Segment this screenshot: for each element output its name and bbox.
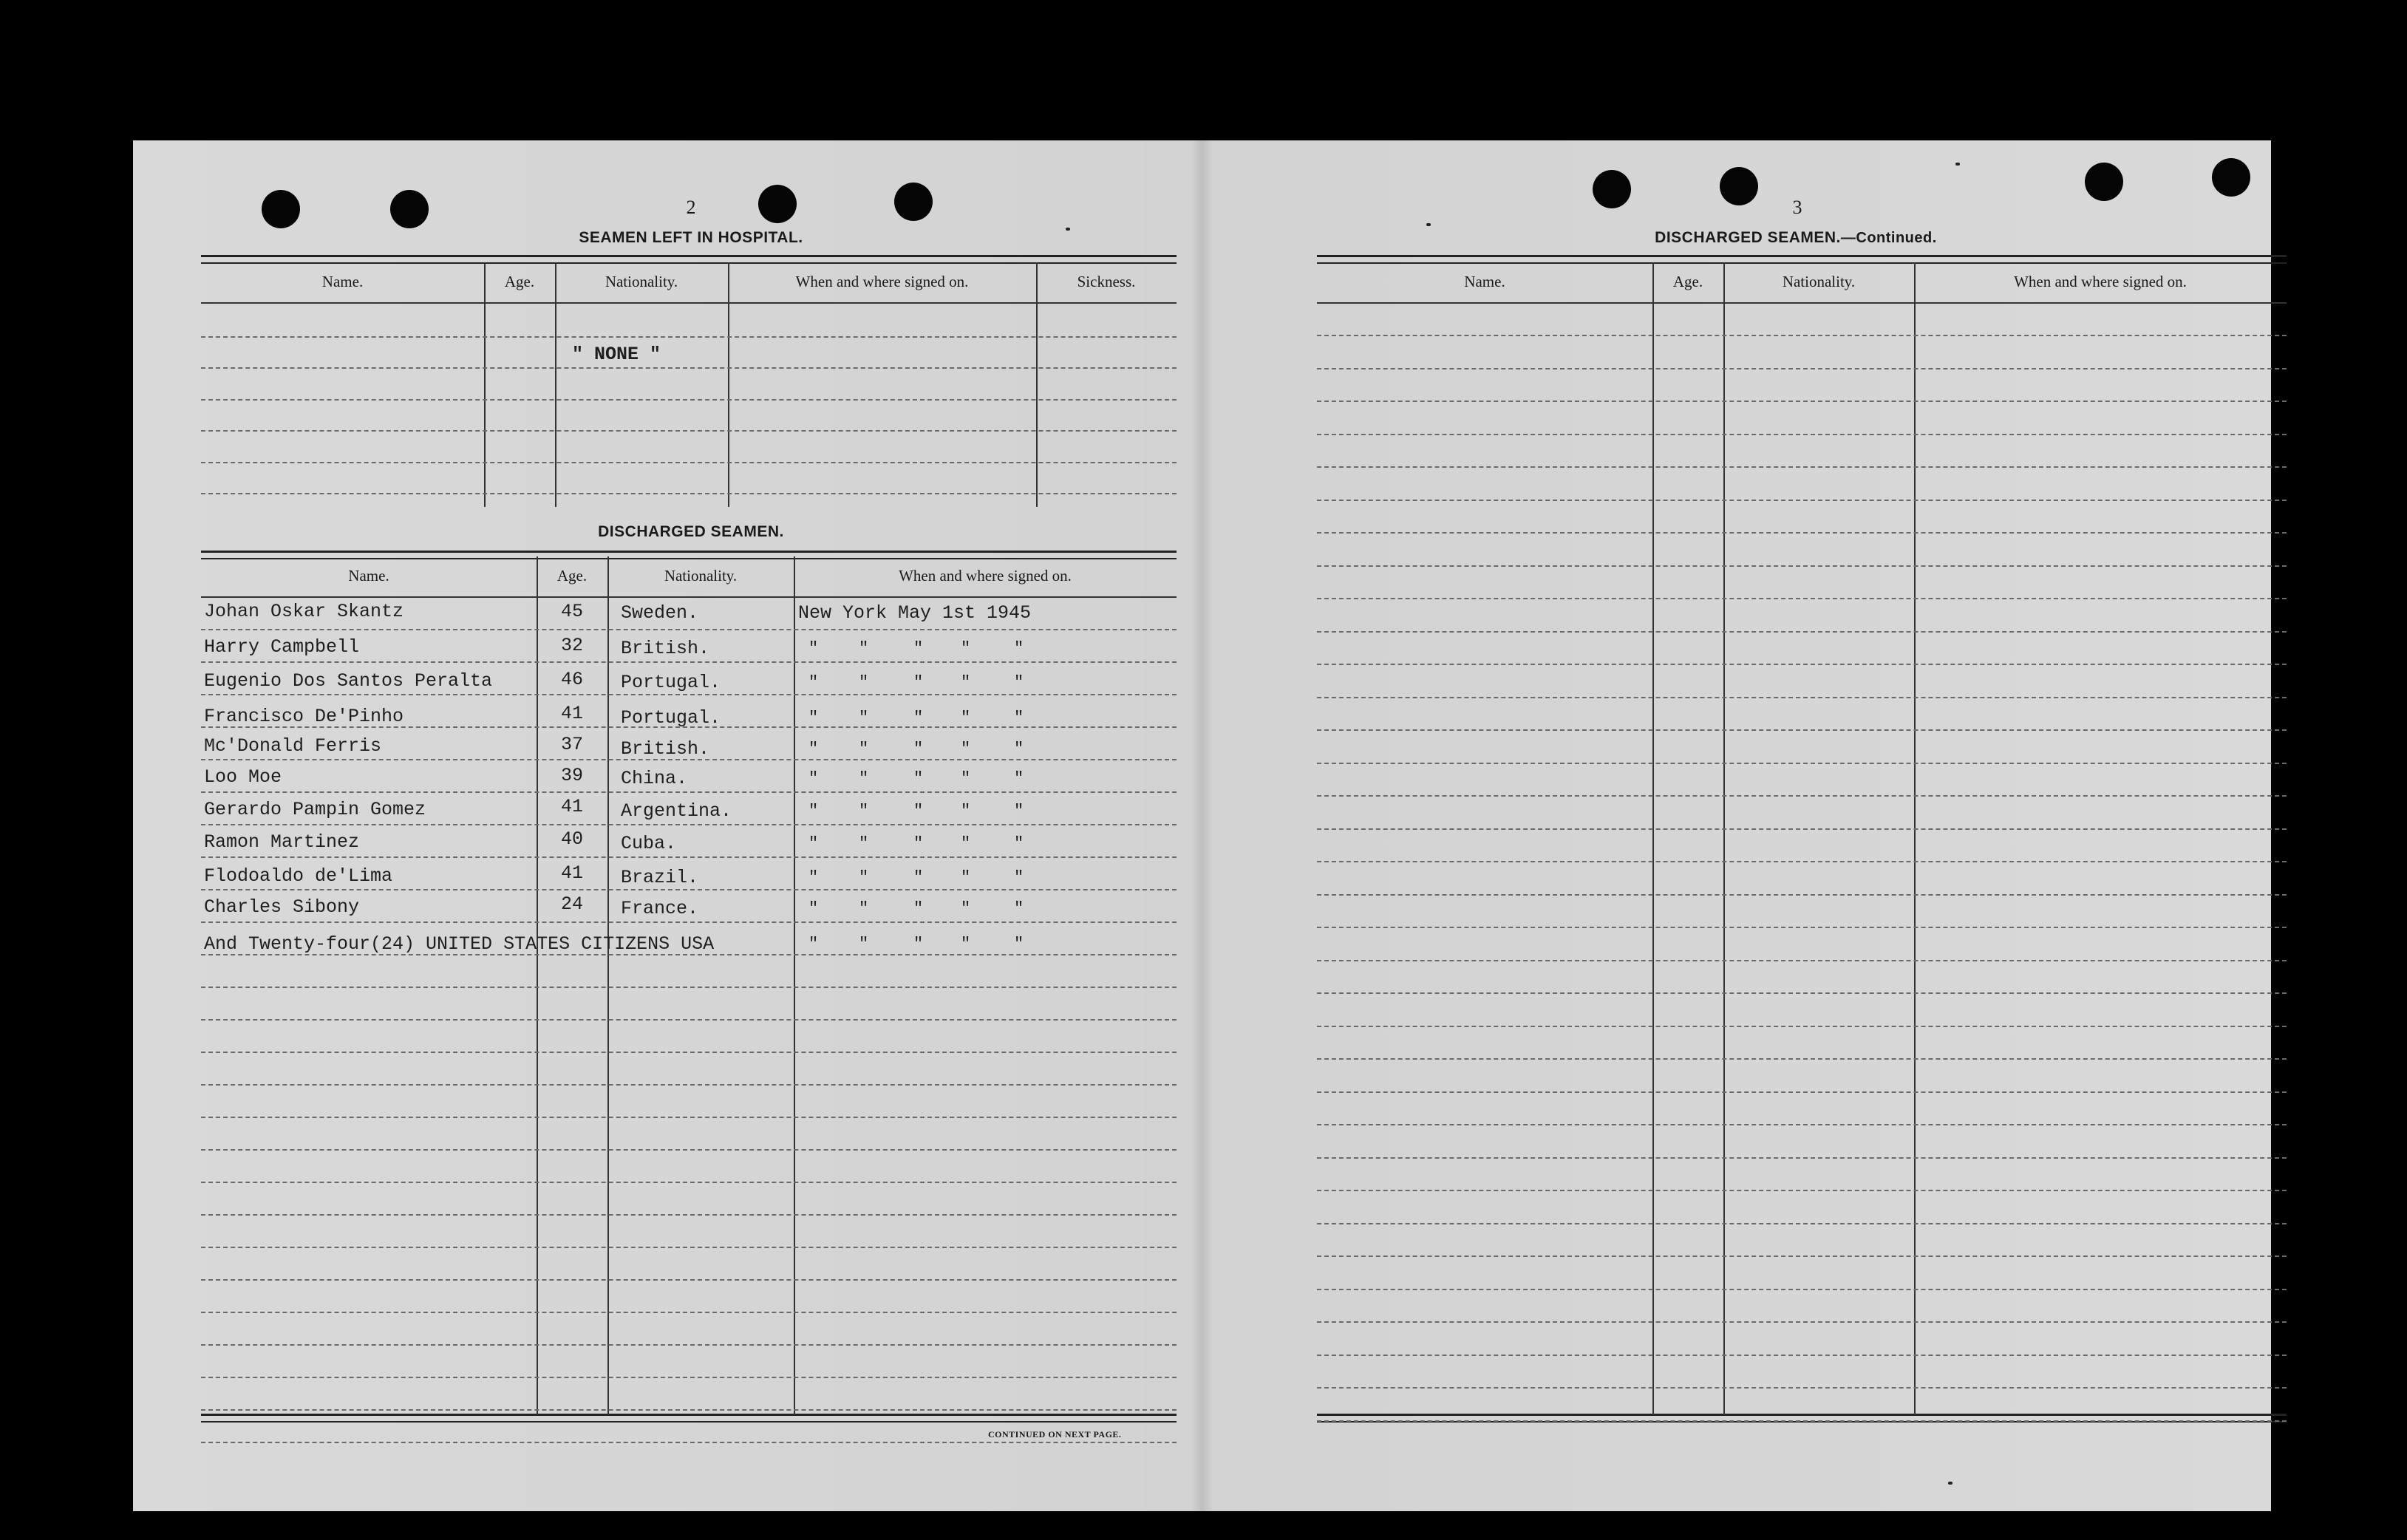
ledger-sheet bbox=[133, 140, 2271, 1511]
seaman-name: Francisco De'Pinho bbox=[204, 706, 404, 727]
ditto-mark: " bbox=[808, 802, 819, 820]
row-line bbox=[201, 1377, 1177, 1378]
ditto-mark: " bbox=[859, 639, 869, 658]
punch-hole bbox=[758, 185, 797, 223]
row-line bbox=[201, 824, 1177, 825]
column-divider bbox=[1036, 262, 1038, 507]
seaman-nationality: Portugal. bbox=[621, 672, 721, 693]
table-top-rule bbox=[201, 551, 1177, 559]
column-divider bbox=[484, 262, 486, 507]
ditto-mark: " bbox=[961, 639, 971, 658]
ditto-mark: " bbox=[859, 769, 869, 788]
column-header-signed-on: When and where signed on. bbox=[2014, 273, 2187, 290]
row-line bbox=[201, 1019, 1177, 1021]
row-line bbox=[1317, 631, 2287, 633]
ditto-mark: " bbox=[913, 673, 924, 692]
ditto-mark: " bbox=[859, 673, 869, 692]
row-line bbox=[1317, 927, 2287, 928]
row-line bbox=[1317, 565, 2287, 567]
table-top-rule bbox=[1317, 255, 2287, 264]
discharged-table bbox=[201, 551, 1177, 1423]
column-divider bbox=[607, 556, 609, 1415]
ditto-mark: " bbox=[913, 802, 924, 820]
ditto-mark: " bbox=[913, 740, 924, 758]
row-line bbox=[1317, 1420, 2287, 1422]
column-divider bbox=[794, 556, 795, 1415]
row-line bbox=[201, 336, 1177, 338]
row-line bbox=[1317, 861, 2287, 862]
column-header-name: Name. bbox=[1464, 273, 1505, 290]
seaman-name: Eugenio Dos Santos Peralta bbox=[204, 670, 493, 692]
seaman-age: 46 bbox=[560, 669, 583, 690]
row-line bbox=[1317, 598, 2287, 599]
continued-section-title bbox=[1589, 229, 2003, 247]
ditto-mark: " bbox=[1014, 639, 1024, 658]
row-line bbox=[1317, 1091, 2287, 1093]
row-line bbox=[1317, 368, 2287, 369]
ditto-mark: " bbox=[961, 868, 971, 887]
ditto-mark: " bbox=[1014, 769, 1024, 788]
paper-speck bbox=[1426, 223, 1431, 226]
ditto-mark: " bbox=[961, 802, 971, 820]
column-header-signed-on: When and where signed on. bbox=[899, 567, 1072, 585]
punch-hole bbox=[390, 190, 429, 228]
column-header-name: Name. bbox=[348, 567, 389, 585]
discharged-continued-table bbox=[1317, 255, 2287, 1423]
row-line bbox=[1317, 1387, 2287, 1389]
seaman-age: 39 bbox=[560, 765, 583, 786]
seaman-name: Loo Moe bbox=[204, 766, 282, 788]
punch-hole bbox=[2085, 163, 2123, 201]
seaman-name: Johan Oskar Skantz bbox=[204, 601, 404, 622]
paper-speck bbox=[1066, 228, 1070, 231]
row-line bbox=[201, 1084, 1177, 1086]
row-line bbox=[201, 430, 1177, 432]
ditto-mark: " bbox=[859, 740, 869, 758]
ditto-mark: " bbox=[808, 935, 819, 953]
row-line bbox=[1317, 992, 2287, 994]
ditto-mark: " bbox=[913, 935, 924, 953]
seaman-name: Flodoaldo de'Lima bbox=[204, 865, 393, 887]
row-line bbox=[201, 629, 1177, 630]
ditto-mark: " bbox=[961, 935, 971, 953]
ditto-mark: " bbox=[913, 834, 924, 853]
ditto-mark: " bbox=[808, 740, 819, 758]
ditto-mark: " bbox=[961, 769, 971, 788]
ditto-mark: " bbox=[859, 802, 869, 820]
ditto-mark: " bbox=[1014, 802, 1024, 820]
punch-hole bbox=[2212, 158, 2250, 197]
ditto-mark: " bbox=[1014, 834, 1024, 853]
row-line bbox=[201, 1052, 1177, 1053]
seaman-name: Gerardo Pampin Gomez bbox=[204, 799, 426, 820]
seaman-age: 41 bbox=[560, 862, 583, 884]
summary-line: And Twenty-four(24) UNITED STATES CITIZENS USA bbox=[204, 933, 715, 955]
ditto-mark: " bbox=[1014, 709, 1024, 727]
column-divider bbox=[555, 262, 556, 507]
ditto-mark: " bbox=[808, 673, 819, 692]
seaman-age: 41 bbox=[560, 703, 583, 724]
ditto-mark: " bbox=[913, 899, 924, 918]
seaman-name: Charles Sibony bbox=[204, 896, 360, 918]
ditto-mark: " bbox=[1014, 740, 1024, 758]
row-line bbox=[1317, 1058, 2287, 1060]
seaman-age: 32 bbox=[560, 635, 583, 656]
continued-note: CONTINUED ON NEXT PAGE. bbox=[988, 1429, 1122, 1440]
row-line bbox=[201, 1409, 1177, 1411]
seaman-nationality: France. bbox=[621, 898, 699, 919]
ditto-mark: " bbox=[961, 899, 971, 918]
seaman-age: 45 bbox=[560, 601, 583, 622]
punch-hole bbox=[1720, 167, 1758, 205]
ditto-mark: " bbox=[859, 899, 869, 918]
row-line bbox=[201, 694, 1177, 695]
column-header-age: Age. bbox=[1672, 273, 1703, 290]
punch-hole bbox=[1593, 170, 1631, 208]
column-divider bbox=[1652, 262, 1654, 1415]
ditto-mark: " bbox=[808, 709, 819, 727]
ditto-mark: " bbox=[808, 639, 819, 658]
ditto-mark: " bbox=[1014, 935, 1024, 953]
row-line bbox=[201, 987, 1177, 988]
row-line bbox=[201, 1312, 1177, 1313]
ditto-mark: " bbox=[859, 834, 869, 853]
header-bottom-rule bbox=[201, 302, 1177, 304]
row-line bbox=[201, 921, 1177, 923]
row-line bbox=[1317, 697, 2287, 698]
row-line bbox=[201, 1149, 1177, 1151]
hospital-table bbox=[201, 255, 1177, 506]
ditto-mark: " bbox=[913, 769, 924, 788]
ditto-mark: " bbox=[913, 868, 924, 887]
ditto-mark: " bbox=[1014, 673, 1024, 692]
ditto-mark: " bbox=[961, 740, 971, 758]
column-divider bbox=[1914, 262, 1916, 1415]
row-line bbox=[1317, 1223, 2287, 1224]
row-line bbox=[1317, 729, 2287, 731]
ditto-mark: " bbox=[859, 868, 869, 887]
discharged-section-title: DISCHARGED SEAMEN. bbox=[598, 523, 784, 540]
row-line bbox=[201, 367, 1177, 369]
seaman-nationality: Argentina. bbox=[621, 800, 732, 822]
row-line bbox=[1317, 828, 2287, 830]
ditto-mark: " bbox=[961, 709, 971, 727]
row-line bbox=[201, 889, 1177, 890]
row-line bbox=[1317, 1124, 2287, 1125]
seaman-nationality: Cuba. bbox=[621, 833, 677, 854]
seaman-nationality: Portugal. bbox=[621, 707, 721, 729]
paper-speck bbox=[1955, 163, 1960, 166]
row-line bbox=[1317, 763, 2287, 764]
row-line bbox=[201, 399, 1177, 401]
ditto-mark: " bbox=[1014, 868, 1024, 887]
page-number-right: 3 bbox=[1792, 197, 1802, 218]
continued-title-suffix: —Continued. bbox=[1840, 230, 1937, 246]
ditto-mark: " bbox=[913, 709, 924, 727]
ditto-mark: " bbox=[808, 899, 819, 918]
row-line bbox=[201, 661, 1177, 663]
ditto-mark: " bbox=[859, 709, 869, 727]
row-line bbox=[1317, 401, 2287, 402]
row-line bbox=[1317, 1026, 2287, 1027]
seaman-nationality: Sweden. bbox=[621, 602, 699, 624]
ditto-mark: " bbox=[961, 834, 971, 853]
column-header-name: Name. bbox=[321, 273, 364, 290]
hospital-section-title: SEAMEN LEFT IN HOSPITAL. bbox=[579, 229, 803, 246]
header-bottom-rule bbox=[201, 596, 1177, 598]
column-divider bbox=[728, 262, 729, 507]
paper-speck bbox=[1948, 1482, 1953, 1485]
row-line bbox=[1317, 1321, 2287, 1323]
row-line bbox=[201, 791, 1177, 793]
row-line bbox=[1317, 960, 2287, 961]
row-line bbox=[201, 1279, 1177, 1281]
seaman-age: 40 bbox=[560, 828, 583, 850]
column-header-age: Age. bbox=[504, 273, 535, 290]
page-number-left: 2 bbox=[686, 197, 696, 218]
row-line bbox=[1317, 795, 2287, 797]
row-line bbox=[201, 1247, 1177, 1248]
row-line bbox=[201, 493, 1177, 494]
row-line bbox=[1317, 1157, 2287, 1159]
seaman-nationality: China. bbox=[621, 768, 688, 789]
table-top-rule bbox=[201, 255, 1177, 264]
table-bottom-rule bbox=[201, 1414, 1177, 1423]
row-line bbox=[1317, 335, 2287, 336]
ditto-mark: " bbox=[808, 834, 819, 853]
column-header-nationality: Nationality. bbox=[605, 273, 678, 290]
seaman-age: 37 bbox=[560, 734, 583, 755]
seaman-nationality: Brazil. bbox=[621, 867, 699, 888]
row-line bbox=[1317, 1190, 2287, 1191]
row-line bbox=[201, 856, 1177, 858]
row-line bbox=[1317, 664, 2287, 665]
column-header-sickness: Sickness. bbox=[1077, 273, 1136, 290]
row-line bbox=[1317, 1289, 2287, 1290]
seaman-age: 41 bbox=[560, 796, 583, 817]
row-line bbox=[1317, 1355, 2287, 1356]
seaman-nationality: British. bbox=[621, 738, 710, 760]
seaman-age: 24 bbox=[560, 893, 583, 915]
seaman-signed-on: New York May 1st 1945 bbox=[798, 602, 1032, 624]
ditto-mark: " bbox=[808, 868, 819, 887]
punch-hole bbox=[262, 190, 300, 228]
column-divider bbox=[1723, 262, 1725, 1415]
column-header-signed-on: When and where signed on. bbox=[795, 273, 969, 290]
row-line bbox=[1317, 532, 2287, 534]
column-header-nationality: Nationality. bbox=[664, 567, 738, 585]
column-header-nationality: Nationality. bbox=[1782, 273, 1856, 290]
continued-title-main: DISCHARGED SEAMEN. bbox=[1655, 229, 1841, 246]
row-line bbox=[201, 1182, 1177, 1183]
ditto-mark: " bbox=[961, 673, 971, 692]
row-line bbox=[201, 1214, 1177, 1216]
seaman-name: Mc'Donald Ferris bbox=[204, 735, 382, 757]
ditto-mark: " bbox=[1014, 899, 1024, 918]
row-line bbox=[1317, 466, 2287, 468]
row-line bbox=[1317, 894, 2287, 896]
ditto-mark: " bbox=[913, 639, 924, 658]
seaman-name: Ramon Martinez bbox=[204, 831, 360, 853]
hospital-none-entry: " NONE " bbox=[572, 344, 661, 365]
header-bottom-rule bbox=[1317, 302, 2287, 304]
row-line bbox=[201, 1117, 1177, 1118]
row-line bbox=[1317, 434, 2287, 435]
row-line bbox=[201, 462, 1177, 463]
ditto-mark: " bbox=[808, 769, 819, 788]
row-line bbox=[201, 1344, 1177, 1346]
seaman-name: Harry Campbell bbox=[204, 636, 360, 658]
row-line bbox=[201, 1442, 1177, 1443]
ditto-mark: " bbox=[859, 935, 869, 953]
row-line bbox=[1317, 500, 2287, 501]
punch-hole bbox=[894, 183, 933, 221]
seaman-nationality: British. bbox=[621, 638, 710, 659]
column-header-age: Age. bbox=[556, 567, 588, 585]
row-line bbox=[1317, 1255, 2287, 1257]
